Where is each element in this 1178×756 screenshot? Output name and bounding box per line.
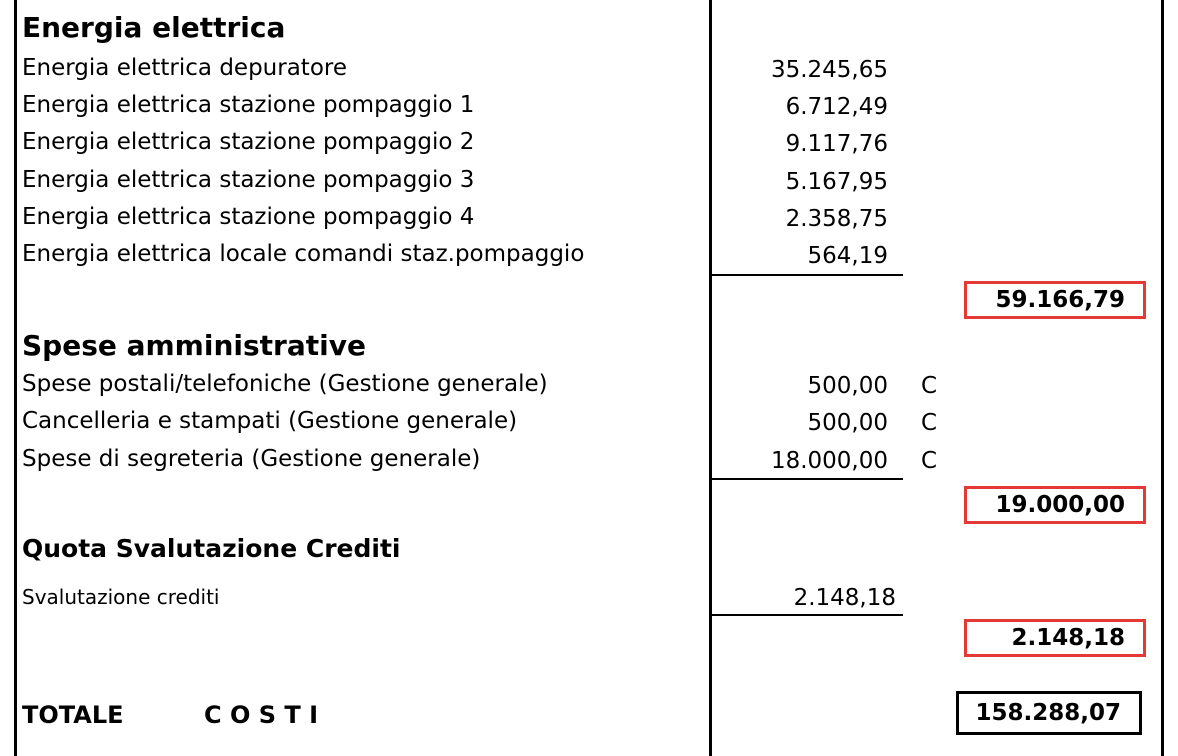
section-title-energia: Energia elettrica <box>22 11 286 44</box>
total-label-costi: C O S T I <box>204 701 319 729</box>
item-label: Energia elettrica depuratore <box>22 55 347 81</box>
item-label: Cancelleria e stampati (Gestione generale) <box>22 408 518 434</box>
total-label: TOTALE <box>22 701 124 729</box>
subtotal-svalutazione: 2.148,18 <box>964 619 1146 657</box>
item-amount: 500,00 <box>807 410 888 436</box>
item-label: Energia elettrica stazione pompaggio 1 <box>22 92 475 118</box>
item-amount: 5.167,95 <box>785 169 888 195</box>
total-amount: 158.288,07 <box>956 691 1142 735</box>
subtotal-spese: 19.000,00 <box>964 486 1146 524</box>
item-label: Energia elettrica stazione pompaggio 2 <box>22 129 475 155</box>
item-amount: 564,19 <box>807 243 888 269</box>
left-border <box>14 0 17 756</box>
item-amount: 2.148,18 <box>793 585 896 611</box>
sum-rule <box>712 274 903 276</box>
item-amount: 500,00 <box>807 373 888 399</box>
item-label: Energia elettrica locale comandi staz.pompaggio <box>22 241 585 267</box>
item-label: Svalutazione crediti <box>22 585 220 609</box>
subtotal-energia: 59.166,79 <box>964 281 1146 319</box>
sum-rule <box>712 614 903 616</box>
item-label: Spese postali/telefoniche (Gestione generale) <box>22 371 548 397</box>
item-flag: C <box>921 410 938 436</box>
item-label: Spese di segreteria (Gestione generale) <box>22 446 481 472</box>
right-border <box>1161 0 1164 756</box>
item-amount: 2.358,75 <box>785 206 888 232</box>
item-label: Energia elettrica stazione pompaggio 4 <box>22 204 475 230</box>
item-amount: 6.712,49 <box>785 94 888 120</box>
item-amount: 18.000,00 <box>770 448 888 474</box>
section-title-spese: Spese amministrative <box>22 329 366 362</box>
sum-rule <box>712 478 903 480</box>
item-amount: 9.117,76 <box>785 131 888 157</box>
item-label: Energia elettrica stazione pompaggio 3 <box>22 167 475 193</box>
item-flag: C <box>921 373 938 399</box>
section-title-svalutazione: Quota Svalutazione Crediti <box>22 534 401 563</box>
item-amount: 35.245,65 <box>770 57 888 83</box>
item-flag: C <box>921 448 938 474</box>
